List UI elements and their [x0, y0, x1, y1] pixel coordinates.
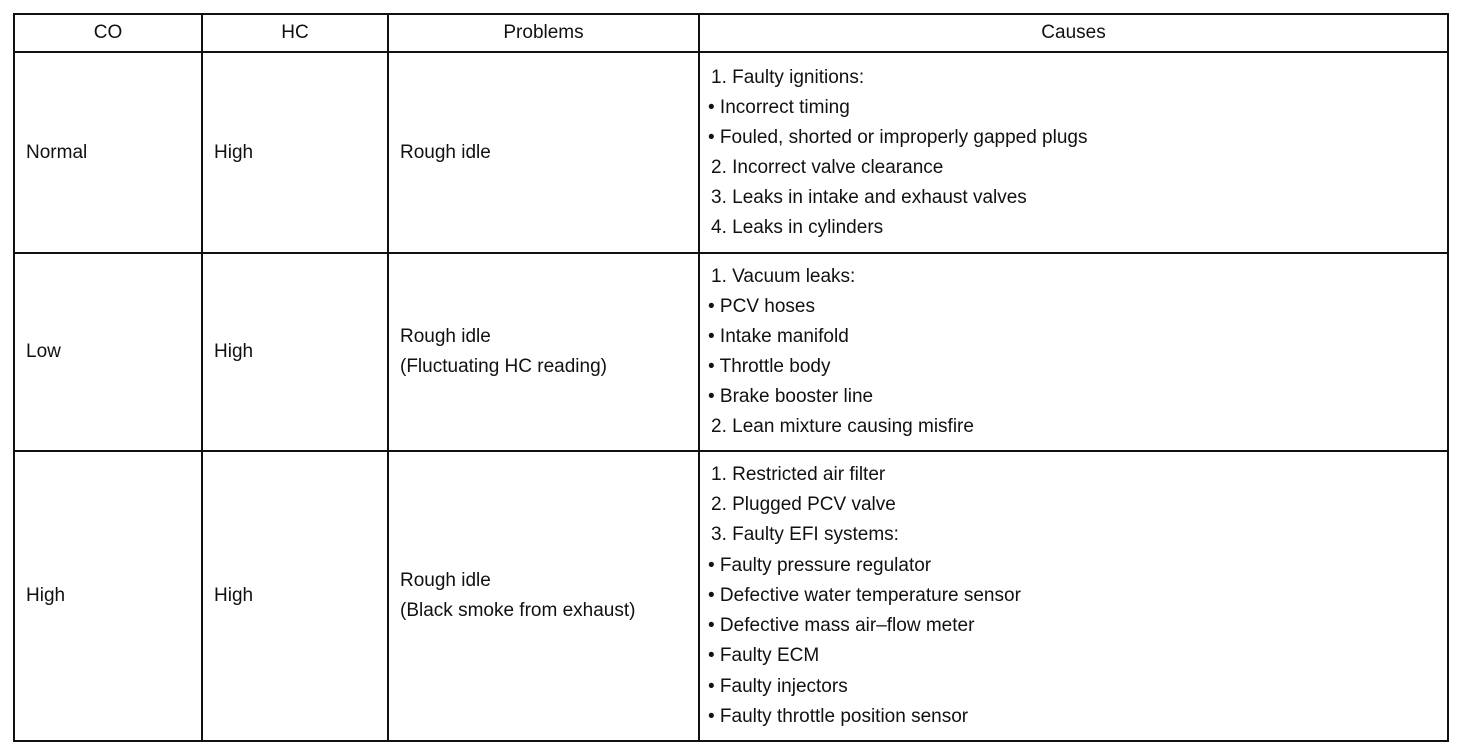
cause-line: 2. Incorrect valve clearance	[711, 156, 944, 178]
table-row	[14, 52, 1448, 253]
diagnosis-table	[13, 13, 1449, 742]
cause-line: 4. Leaks in cylinders	[711, 216, 884, 238]
cause-line: • Faulty pressure regulator	[708, 554, 932, 576]
co-cell	[14, 451, 202, 741]
cause-line: 2. Lean mixture causing misfire	[711, 416, 974, 437]
hc-cell	[202, 451, 388, 741]
cause-line: • Incorrect timing	[708, 96, 850, 118]
co-cell	[14, 52, 202, 253]
cause-line: 1. Faulty ignitions:	[711, 66, 865, 88]
cause-line: 1. Restricted air filter	[711, 463, 886, 485]
header-row	[14, 14, 1448, 52]
cause-line: • Brake booster line	[708, 386, 874, 407]
header-hc: HC	[202, 14, 388, 52]
problems-cell	[388, 451, 699, 741]
problem-line: Rough idle	[400, 141, 491, 163]
cause-line: • PCV hoses	[708, 296, 815, 317]
table-row	[14, 451, 1448, 741]
cause-line: • Fouled, shorted or improperly gapped plugs	[708, 126, 1088, 148]
problem-line: (Fluctuating HC reading)	[400, 356, 607, 377]
cause-line: • Faulty throttle position sensor	[708, 706, 969, 728]
cause-line: • Intake manifold	[708, 326, 849, 347]
problems-cell	[388, 253, 699, 451]
causes-cell	[699, 253, 1448, 451]
co-value: Normal	[26, 141, 88, 163]
cause-line: 3. Faulty EFI systems:	[711, 524, 899, 546]
problem-line: Rough idle	[400, 570, 491, 591]
cause-line: • Defective water temperature sensor	[708, 584, 1021, 606]
cause-line: 2. Plugged PCV valve	[711, 493, 896, 515]
co-cell	[14, 253, 202, 451]
cause-line: 1. Vacuum leaks:	[711, 266, 856, 287]
header-co: CO	[14, 14, 202, 52]
cause-line: • Faulty ECM	[708, 645, 820, 667]
hc-cell	[202, 253, 388, 451]
cause-line: • Throttle body	[708, 356, 831, 377]
problem-line: (Black smoke from exhaust)	[400, 600, 636, 621]
causes-cell	[699, 52, 1448, 253]
hc-cell	[202, 52, 388, 253]
cause-line: • Defective mass air–flow meter	[708, 615, 975, 637]
hc-value: High	[214, 341, 254, 362]
problem-line: Rough idle	[400, 326, 491, 347]
header-causes: Causes	[699, 14, 1448, 52]
header-problems: Problems	[388, 14, 699, 52]
problems-cell	[388, 52, 699, 253]
cause-line: • Faulty injectors	[708, 675, 848, 697]
table-row	[14, 253, 1448, 451]
co-value: Low	[26, 341, 61, 362]
co-value: High	[26, 585, 66, 606]
hc-value: High	[214, 585, 254, 606]
cause-line: 3. Leaks in intake and exhaust valves	[711, 186, 1027, 208]
causes-cell	[699, 451, 1448, 741]
hc-value: High	[214, 141, 254, 163]
